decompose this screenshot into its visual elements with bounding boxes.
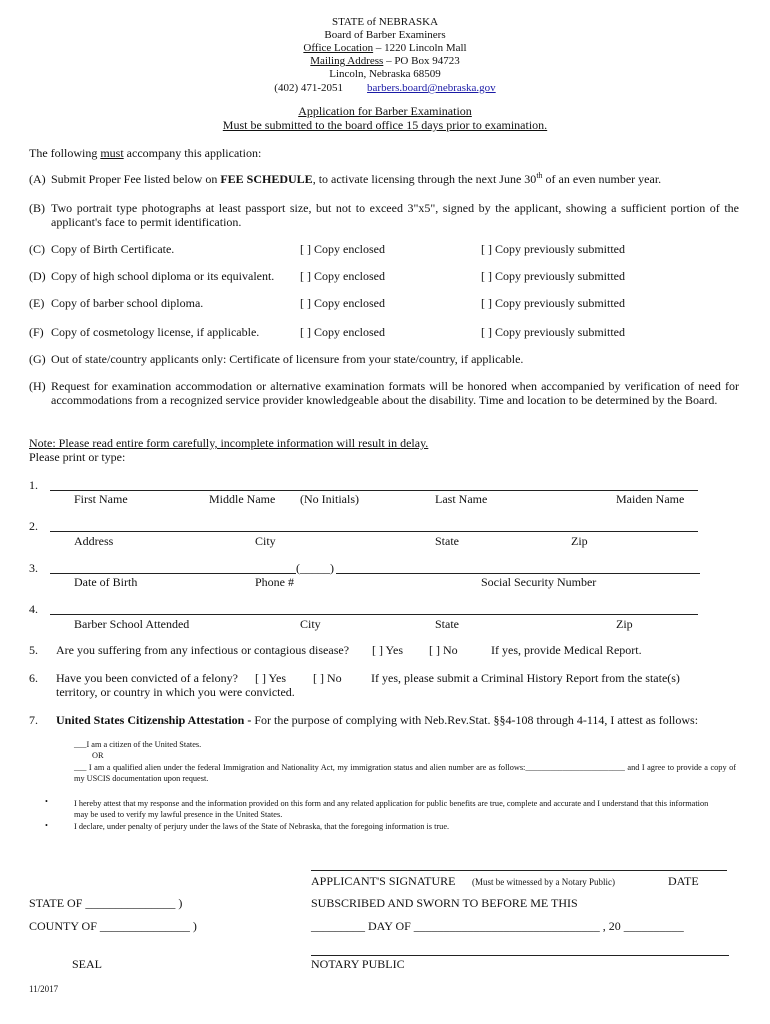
header-board: Board of Barber Examiners xyxy=(324,29,446,41)
item-f-previous-checkbox[interactable]: [ ] Copy previously submitted xyxy=(481,325,625,339)
header-city: Lincoln, Nebraska 68509 xyxy=(329,68,441,80)
intro-must: must xyxy=(100,146,124,160)
state-of-field[interactable]: STATE OF _______________ ) xyxy=(29,896,183,910)
county-of-field[interactable]: COUNTY OF _______________ ) xyxy=(29,919,197,933)
phone-area-code[interactable]: (_____) xyxy=(296,561,334,575)
q6-note: If yes, please submit a Criminal History Report from the state(s) xyxy=(371,671,680,685)
last-name-label: Last Name xyxy=(435,492,488,506)
header-mailing xyxy=(0,55,770,68)
field-2-number: 2. xyxy=(29,519,38,533)
intro-prefix: The following xyxy=(29,146,101,160)
item-e-previous-checkbox[interactable]: [ ] Copy previously submitted xyxy=(481,296,625,310)
q7-number: 7. xyxy=(29,713,38,727)
item-e-text: Copy of barber school diploma. xyxy=(51,296,204,310)
q5-note: If yes, provide Medical Report. xyxy=(491,643,642,657)
item-e-enclosed-checkbox[interactable]: [ ] Copy enclosed xyxy=(300,296,385,310)
applicant-signature-label: APPLICANT'S SIGNATURE xyxy=(311,874,456,888)
maiden-name-label: Maiden Name xyxy=(616,492,685,506)
item-d-text: Copy of high school diploma or its equivalent. xyxy=(51,269,275,283)
intro-suffix: accompany this application: xyxy=(123,146,262,160)
school-line[interactable] xyxy=(50,614,698,615)
header-state: STATE of NEBRASKA xyxy=(331,16,439,28)
form-deadline: Must be submitted to the board office 15 days prior to examination. xyxy=(222,118,548,132)
ssn-label: Social Security Number xyxy=(481,575,597,589)
item-c-text: Copy of Birth Certificate. xyxy=(51,242,175,256)
intro-text xyxy=(29,146,261,161)
no-initials-label: (No Initials) xyxy=(300,492,359,506)
bullet-dot-1: • xyxy=(45,797,48,806)
q5-text: Are you suffering from any infectious or contagious disease? xyxy=(56,643,350,657)
q6-note-2: territory, or country in which you were convicted. xyxy=(56,685,295,699)
q7-body: For the purpose of complying with Neb.Rev.Stat. §§4-108 through 4-114, I attest as follows: xyxy=(251,713,699,727)
day-of-field[interactable]: _________ DAY OF _______________________________ , 20 __________ xyxy=(311,919,684,933)
phone-label: Phone # xyxy=(255,575,294,589)
address-line[interactable] xyxy=(50,531,698,532)
alien-option[interactable]: ___ I am a qualified alien under the federal Immigration and Nationality Act, my immigration status and alien number are as follows:________________________ and I agree to provide a copy of my USCIS documentation upon request. xyxy=(74,763,736,783)
mailing-label: Mailing Address xyxy=(310,55,384,67)
signature-line[interactable] xyxy=(311,870,727,871)
dob-label: Date of Birth xyxy=(74,575,138,589)
notary-note: (Must be witnessed by a Notary Public) xyxy=(472,877,615,887)
school-state-label: State xyxy=(435,617,459,631)
field-4-number: 4. xyxy=(29,602,38,616)
item-f-enclosed-checkbox[interactable]: [ ] Copy enclosed xyxy=(300,325,385,339)
mailing-value: – PO Box 94723 xyxy=(383,55,460,67)
print-instruction: Please print or type: xyxy=(29,450,126,464)
phone-ssn-line[interactable] xyxy=(336,573,700,574)
item-a-text-2: , to activate licensing through the next June 30 xyxy=(312,172,537,186)
q7-bold: United States Citizenship Attestation - xyxy=(56,713,252,727)
school-city-label: City xyxy=(300,617,321,631)
item-d-letter: (D) xyxy=(29,269,46,283)
q6-yes-checkbox[interactable]: [ ] Yes xyxy=(255,671,287,685)
q5-no-checkbox[interactable]: [ ] No xyxy=(429,643,458,657)
item-g-text: Out of state/country applicants only: Certificate of licensure from your state/country, if applicable. xyxy=(51,352,524,366)
address-label: Address xyxy=(74,534,114,548)
note-text: Note: Please read entire form carefully, incomplete information will result in delay. xyxy=(29,436,429,450)
q6-number: 6. xyxy=(29,671,38,685)
dob-line[interactable] xyxy=(50,573,296,574)
item-c-enclosed-checkbox[interactable]: [ ] Copy enclosed xyxy=(300,242,385,256)
seal-label: SEAL xyxy=(72,957,102,971)
field-3-number: 3. xyxy=(29,561,38,575)
first-name-label: First Name xyxy=(74,492,128,506)
notary-public-label: NOTARY PUBLIC xyxy=(311,957,405,971)
q5-number: 5. xyxy=(29,643,38,657)
item-b-letter: (B) xyxy=(29,201,45,215)
bullet-dot-2: • xyxy=(45,821,48,830)
item-h-letter: (H) xyxy=(29,379,46,393)
item-e-letter: (E) xyxy=(29,296,45,310)
attest-bullet-1: I hereby attest that my response and the information provided on this form and any related application for public benefits are true, complete and accurate and I understand that this information may be used to verify my lawful presence in the United States. xyxy=(74,799,709,819)
item-c-previous-checkbox[interactable]: [ ] Copy previously submitted xyxy=(481,242,625,256)
item-a-text-1: Submit Proper Fee listed below on xyxy=(51,172,221,186)
school-label: Barber School Attended xyxy=(74,617,190,631)
office-label: Office Location xyxy=(303,42,374,54)
sworn-label: SUBSCRIBED AND SWORN TO BEFORE ME THIS xyxy=(311,896,578,910)
office-value: – 1220 Lincoln Mall xyxy=(373,42,467,54)
fee-schedule: FEE SCHEDULE xyxy=(220,172,313,186)
item-c-letter: (C) xyxy=(29,242,45,256)
item-f-text: Copy of cosmetology license, if applicable. xyxy=(51,325,260,339)
email-link[interactable]: barbers.board@nebraska.gov xyxy=(367,82,496,94)
q6-text: Have you been convicted of a felony? xyxy=(56,671,238,685)
item-b-text: Two portrait type photographs at least passport size, but not to exceed 3"x5", signed by the applicant, showing a sufficient portion of the applicant's face to permit identification. xyxy=(51,201,739,229)
q6-no-checkbox[interactable]: [ ] No xyxy=(313,671,342,685)
middle-name-label: Middle Name xyxy=(209,492,276,506)
item-h-text: Request for examination accommodation or alternative examination formats will be honored when accompanied by verification of need for accommodations from a recognized service provider knowledgeable about the disability. Time and location to be determined by the Board. xyxy=(51,379,739,407)
item-d-previous-checkbox[interactable]: [ ] Copy previously submitted xyxy=(481,269,625,283)
date-label: DATE xyxy=(668,874,699,888)
item-a-text-3: of an even number year. xyxy=(542,172,662,186)
or-label: OR xyxy=(92,751,104,760)
field-1-number: 1. xyxy=(29,478,38,492)
school-zip-label: Zip xyxy=(616,617,633,631)
item-a-letter: (A) xyxy=(29,172,46,186)
header-phone: (402) 471-2051 xyxy=(274,82,344,94)
q7-text xyxy=(56,713,698,728)
q5-yes-checkbox[interactable]: [ ] Yes xyxy=(372,643,404,657)
item-a-text xyxy=(51,172,661,187)
item-f-letter: (F) xyxy=(29,325,44,339)
header-office xyxy=(0,42,770,55)
item-a-sup: th xyxy=(536,171,543,180)
city-label: City xyxy=(255,534,276,548)
state-label: State xyxy=(435,534,459,548)
name-line[interactable] xyxy=(50,490,698,491)
item-g-letter: (G) xyxy=(29,352,46,366)
revision-date: 11/2017 xyxy=(29,984,59,994)
zip-label: Zip xyxy=(571,534,588,548)
citizen-option[interactable]: ___I am a citizen of the United States. xyxy=(74,740,202,749)
attest-bullet-2: I declare, under penalty of perjury under the laws of the State of Nebraska, that the foregoing information is true. xyxy=(74,822,450,831)
item-d-enclosed-checkbox[interactable]: [ ] Copy enclosed xyxy=(300,269,385,283)
header-contact xyxy=(0,82,770,95)
notary-signature-line[interactable] xyxy=(311,955,729,956)
form-title: Application for Barber Examination xyxy=(298,104,472,118)
